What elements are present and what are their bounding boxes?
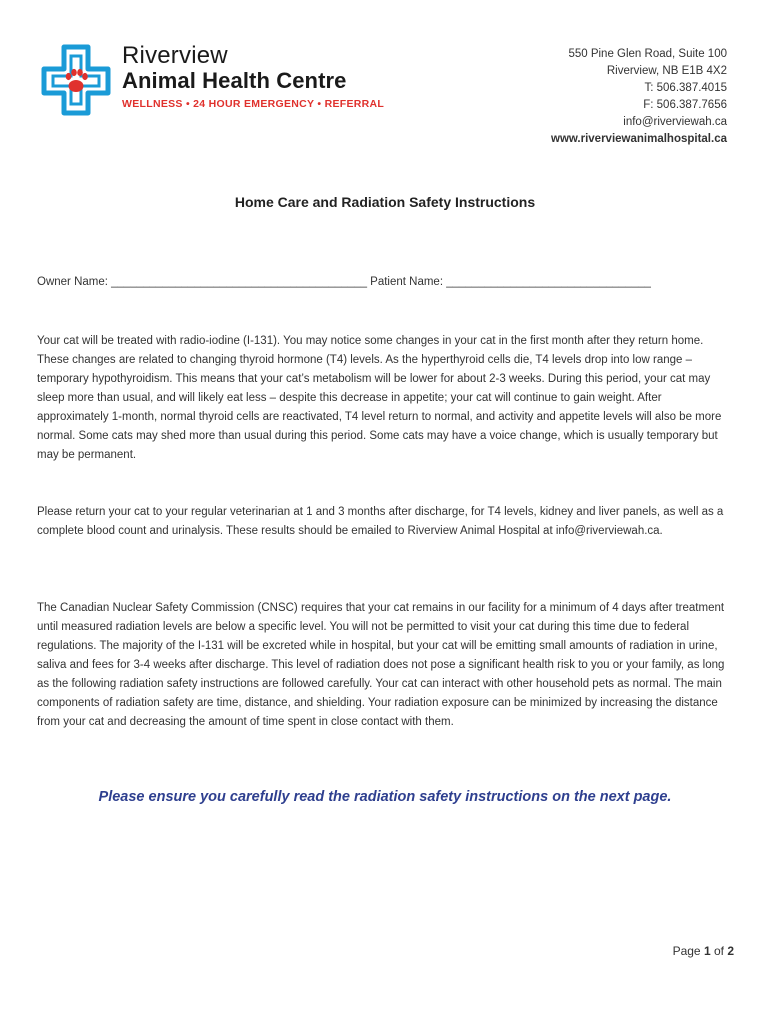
page-number bbox=[673, 944, 734, 958]
logo-tagline: WELLNESS • 24 HOUR EMERGENCY • REFERRAL bbox=[122, 98, 385, 110]
document-title: Home Care and Radiation Safety Instructions bbox=[234, 194, 536, 210]
address-email[interactable]: info@riverviewah.ca bbox=[623, 116, 727, 128]
paragraph-follow-up: Please return your cat to your regular veterinarian at 1 and 3 months after discharge, for T4 levels, kidney and liver panels, as well as a complete blood count and urinalysis. These results should be emailed to Riverview Animal Hospital at info@riverviewah.ca. bbox=[37, 506, 724, 537]
logo-name-line2: Animal Health Centre bbox=[122, 68, 347, 93]
paragraph-treatment: Your cat will be treated with radio-iodine (I-131). You may notice some changes in your cat in the first month after they return home. These changes are related to changing thyroid hormone (T4) levels. As the hyperthyroid cells die, T4 levels drop into low range – temporary hypothyroidism. This means that your cat’s metabolism will be lower for about 2-3 weeks. During this period, your cat may sleep more than usual, and will likely eat less – despite this decrease in appetite; your cat will continue to gain weight. After approximately 1-month, normal thyroid cells are reactivated, T4 level return to normal, and activity and appetite levels will also be more normal. Some cats may shed more than usual during this period. Some cats may have a voice change, which is usually temporary but may be permanent. bbox=[37, 335, 722, 461]
logo-name-line1: Riverview bbox=[122, 42, 228, 69]
paragraph-cnsc-regulations: The Canadian Nuclear Safety Commission (CNSC) requires that your cat remains in our facility for a minimum of 4 days after treatment until measured radiation levels are below a specific level. You will not be permitted to visit your cat during this time due to federal regulations. The majority of the I-131 will be excreted while in hospital, but your cat will be emitting small amounts of radiation in urine, saliva and fees for 3-4 weeks after discharge. This level of radiation does not pose a significant health risk to you or your family, as long as the following radiation safety instructions are followed carefully. Your cat can interact with other household pets as normal. The main components of radiation safety are time, distance, and shielding. Your radiation exposure can be minimized by increasing the distance from your cat and decreasing the amount of time spent in close contact with them. bbox=[37, 602, 725, 728]
clinic-address-block bbox=[551, 46, 727, 148]
address-city: Riverview, NB E1B 4X2 bbox=[606, 65, 727, 77]
page-total: 2 bbox=[727, 944, 734, 958]
address-website[interactable]: www.riverviewanimalhospital.ca bbox=[551, 133, 727, 145]
page-current: 1 bbox=[703, 944, 711, 958]
cross-paw-icon bbox=[40, 43, 112, 117]
address-fax: F: 506.387.7656 bbox=[643, 99, 727, 111]
page-of: of bbox=[710, 944, 728, 958]
address-phone: T: 506.387.4015 bbox=[644, 82, 727, 94]
clinic-logo bbox=[40, 43, 385, 118]
safety-notice: Please ensure you carefully read the radiation safety instructions on the next page. bbox=[98, 789, 672, 805]
page-prefix: Page bbox=[672, 944, 704, 958]
address-street: 550 Pine Glen Road, Suite 100 bbox=[568, 48, 727, 60]
owner-patient-name-line: Owner Name: ________________________________________ Patient Name: ________________________________ bbox=[37, 276, 651, 288]
